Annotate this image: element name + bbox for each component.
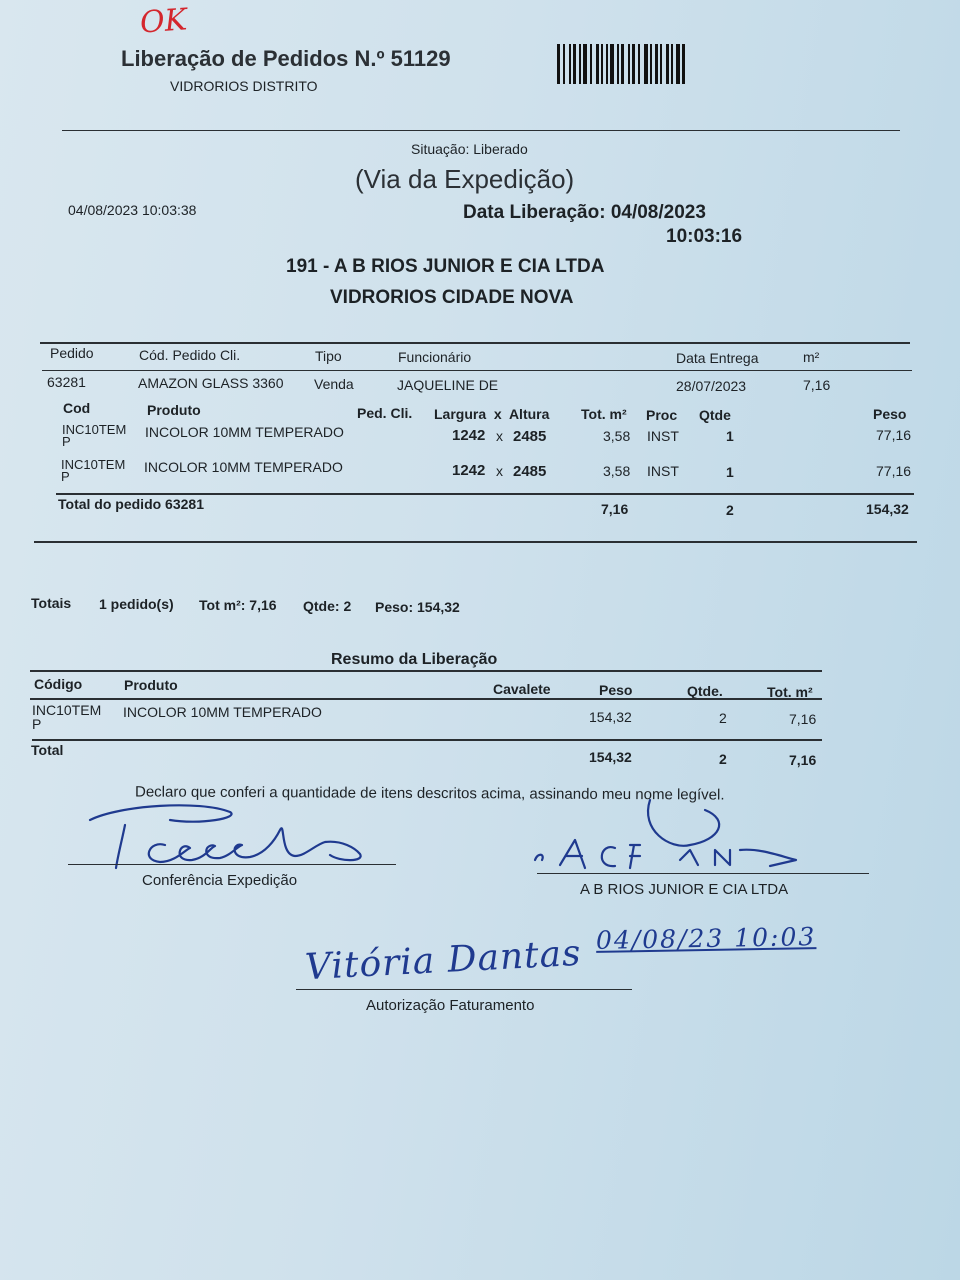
signature-right-label: A B RIOS JUNIOR E CIA LTDA (580, 881, 789, 898)
signature-left-label: Conferência Expedição (142, 872, 298, 889)
data-liberacao-time: 10:03:16 (666, 226, 743, 247)
item-header-qtde: Qtde (699, 407, 731, 423)
signature-line-right (537, 873, 869, 874)
summary-total-peso: 154,32 (589, 749, 632, 765)
totals-pedidos: 1 pedido(s) (99, 596, 174, 612)
item-produto: INCOLOR 10MM TEMPERADO (144, 459, 343, 475)
client-store: VIDRORIOS CIDADE NOVA (330, 287, 574, 308)
item-tot-m2: 3,58 (603, 463, 631, 479)
order-header-rule (42, 370, 912, 371)
order-funcionario: JAQUELINE DE (397, 377, 499, 393)
declaration-text: Declaro que conferi a quantidade de itens descritos acima, assinando meu nome legível. (134, 783, 725, 804)
printed-timestamp: 04/08/2023 10:03:38 (68, 202, 197, 218)
item-produto: INCOLOR 10MM TEMPERADO (145, 424, 344, 440)
status-situacao: Situação: Liberado (411, 141, 528, 157)
summary-produto: INCOLOR 10MM TEMPERADO (123, 704, 322, 720)
item-proc: INST (647, 428, 679, 444)
summary-header-rule (30, 698, 822, 700)
col-header-data-entrega: Data Entrega (676, 350, 759, 366)
order-items-rule (56, 493, 914, 495)
item-x: x (496, 428, 503, 444)
item-qtde: 1 (726, 428, 734, 444)
order-cod-pedido-cli: AMAZON GLASS 3360 (138, 375, 284, 391)
item-cod: INC10TEM (61, 457, 126, 472)
summary-header-tot-m2: Tot. m² (767, 684, 813, 700)
summary-total-tot-m2: 7,16 (789, 752, 817, 768)
summary-total-rule (32, 739, 822, 741)
item-cod-suffix: P (61, 469, 70, 484)
signature-right (530, 790, 830, 880)
order-total-m2: 7,16 (601, 501, 629, 517)
item-altura: 2485 (513, 463, 547, 480)
page-title: Liberação de Pedidos N.º 51129 (121, 46, 451, 71)
col-header-m2: m² (803, 349, 820, 365)
summary-peso: 154,32 (589, 709, 632, 725)
summary-total-qtde: 2 (719, 751, 727, 767)
item-altura: 2485 (513, 428, 547, 445)
client-name: 191 - A B RIOS JUNIOR E CIA LTDA (286, 256, 605, 277)
data-liberacao: Data Liberação: 04/08/2023 (463, 202, 706, 223)
order-tipo: Venda (314, 376, 354, 392)
item-qtde: 1 (726, 464, 734, 480)
item-header-ped-cli: Ped. Cli. (357, 405, 413, 421)
totals-label: Totais (31, 595, 72, 611)
item-header-cod: Cod (63, 400, 91, 416)
item-header-produto: Produto (147, 402, 201, 418)
signature-bottom-label: Autorização Faturamento (366, 997, 535, 1014)
summary-header-peso: Peso (599, 682, 633, 698)
item-header-tot-m2: Tot. m² (581, 406, 627, 422)
summary-title: Resumo da Liberação (331, 651, 498, 668)
item-cod: INC10TEM (62, 422, 127, 437)
summary-header-cavalete: Cavalete (493, 681, 551, 697)
item-header-proc: Proc (646, 407, 678, 423)
col-header-cod-pedido-cli: Cód. Pedido Cli. (139, 347, 241, 363)
col-header-tipo: Tipo (315, 348, 342, 364)
ok-handwritten-mark: OK (138, 2, 189, 41)
summary-qtde: 2 (719, 710, 727, 726)
order-m2: 7,16 (803, 377, 831, 393)
barcode (557, 44, 705, 84)
item-peso: 77,16 (876, 427, 912, 443)
order-total-label: Total do pedido 63281 (58, 496, 204, 512)
item-header-largura-altura: Largura x Altura (434, 406, 550, 422)
summary-header-codigo: Código (34, 676, 83, 692)
header-divider (62, 130, 900, 131)
totals-qtde: Qtde: 2 (303, 598, 352, 614)
signature-line-bottom (296, 989, 632, 990)
totals-peso: Peso: 154,32 (375, 599, 460, 615)
col-header-funcionario: Funcionário (398, 349, 472, 365)
summary-codigo-suffix: P (32, 716, 42, 732)
item-proc: INST (647, 463, 679, 479)
order-total-qtde: 2 (726, 502, 734, 518)
order-data-entrega: 28/07/2023 (676, 378, 747, 394)
col-header-pedido: Pedido (50, 345, 94, 361)
item-tot-m2: 3,58 (603, 428, 631, 444)
item-largura: 1242 (452, 462, 486, 479)
item-header-peso: Peso (873, 406, 907, 422)
order-table-bottom-rule (34, 541, 917, 543)
summary-tot-m2: 7,16 (789, 711, 817, 727)
company-name: VIDRORIOS DISTRITO (170, 78, 318, 94)
summary-total-label: Total (31, 742, 64, 758)
item-peso: 77,16 (876, 463, 912, 479)
summary-header-produto: Produto (124, 677, 178, 693)
via-expedicao: (Via da Expedição) (355, 164, 575, 194)
order-pedido: 63281 (47, 374, 86, 390)
order-total-peso: 154,32 (866, 501, 909, 517)
summary-codigo: INC10TEM (32, 702, 102, 718)
item-cod-suffix: P (62, 434, 71, 449)
summary-top-rule (30, 670, 822, 672)
signature-line-left (68, 864, 396, 865)
handwritten-date: 04/08/23 10:03 (595, 922, 817, 955)
summary-header-qtde: Qtde. (687, 683, 723, 699)
signature-left (80, 800, 400, 880)
item-largura: 1242 (452, 427, 486, 444)
totals-tot-m2: Tot m²: 7,16 (199, 597, 277, 613)
signature-bottom: Vitória Dantas (304, 932, 583, 989)
item-x: x (496, 463, 503, 479)
order-table-top-rule (40, 342, 910, 344)
